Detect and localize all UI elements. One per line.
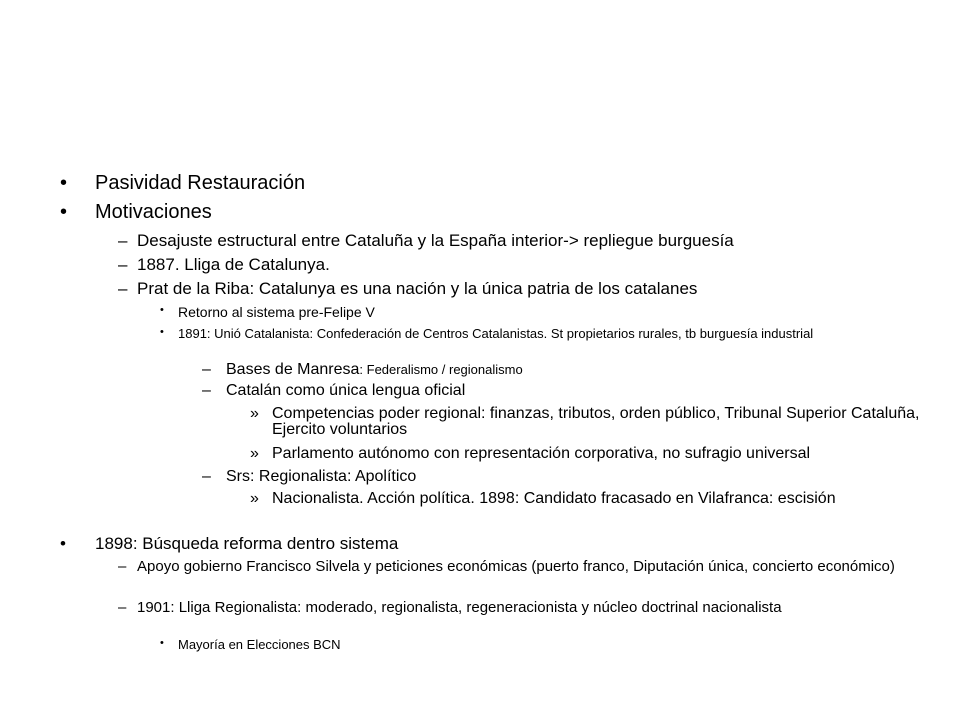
list-item-text: Pasividad Restauración bbox=[95, 172, 306, 194]
bullet-marker: • bbox=[160, 326, 164, 338]
list-item-text: 1901: Lliga Regionalista: moderado, regionalista, regeneracionista y núcleo doctrinal nacionalista bbox=[137, 599, 782, 616]
list-item-text: Mayoría en Elecciones BCN bbox=[178, 637, 341, 652]
raquo-marker: » bbox=[250, 490, 259, 507]
dash-marker: – bbox=[202, 468, 211, 485]
dash-marker: – bbox=[118, 231, 128, 250]
dash-marker: – bbox=[202, 361, 211, 378]
list-item-text: Nacionalista. Acción política. 1898: Candidato fracasado en Vilafranca: escisión bbox=[272, 490, 836, 507]
list-item-text-main: Bases de Manresa bbox=[226, 361, 360, 378]
list-item-text: Desajuste estructural entre Cataluña y la España interior-> repliegue burguesía bbox=[137, 231, 734, 250]
list-item-text: Prat de la Riba: Catalunya es una nación y la única patria de los catalanes bbox=[137, 279, 698, 298]
dash-marker: – bbox=[118, 599, 127, 616]
bullet-marker: • bbox=[60, 172, 68, 194]
bullet-marker: • bbox=[60, 534, 66, 553]
list-item-text: Competencias poder regional: finanzas, tributos, orden público, Tribunal Superior Cataluña, Ejercito voluntarios bbox=[272, 405, 920, 438]
raquo-marker: » bbox=[250, 405, 259, 422]
list-item-text: Catalán como única lengua oficial bbox=[226, 382, 466, 399]
list-item-text: Parlamento autónomo con representación corporativa, no sufragio universal bbox=[272, 445, 811, 462]
list-item-text: Motivaciones bbox=[95, 201, 212, 223]
list-item-text: 1887. Lliga de Catalunya. bbox=[137, 255, 330, 274]
bullet-marker: • bbox=[160, 304, 164, 316]
raquo-marker: » bbox=[250, 445, 259, 462]
bullet-marker: • bbox=[160, 637, 164, 649]
dash-marker: – bbox=[118, 255, 128, 274]
bullet-marker: • bbox=[60, 201, 68, 223]
list-item-text-detail: : Federalismo / regionalismo bbox=[359, 362, 523, 377]
list-item-text: Apoyo gobierno Francisco Silvela y peticiones económicas (puerto franco, Diputación única, concierto económico) bbox=[137, 558, 895, 575]
list-item-text: 1891: Unió Catalanista: Confederación de Centros Catalanistas. St propietarios rurales, tb burguesía industrial bbox=[178, 326, 814, 341]
dash-marker: – bbox=[118, 279, 128, 298]
list-item-text bbox=[226, 362, 916, 378]
dash-marker: – bbox=[202, 382, 211, 399]
list-item-text: Srs: Regionalista: Apolítico bbox=[226, 468, 417, 485]
list-item-text: Retorno al sistema pre-Felipe V bbox=[178, 304, 375, 320]
dash-marker: – bbox=[118, 558, 127, 575]
list-item-text: 1898: Búsqueda reforma dentro sistema bbox=[95, 534, 399, 553]
